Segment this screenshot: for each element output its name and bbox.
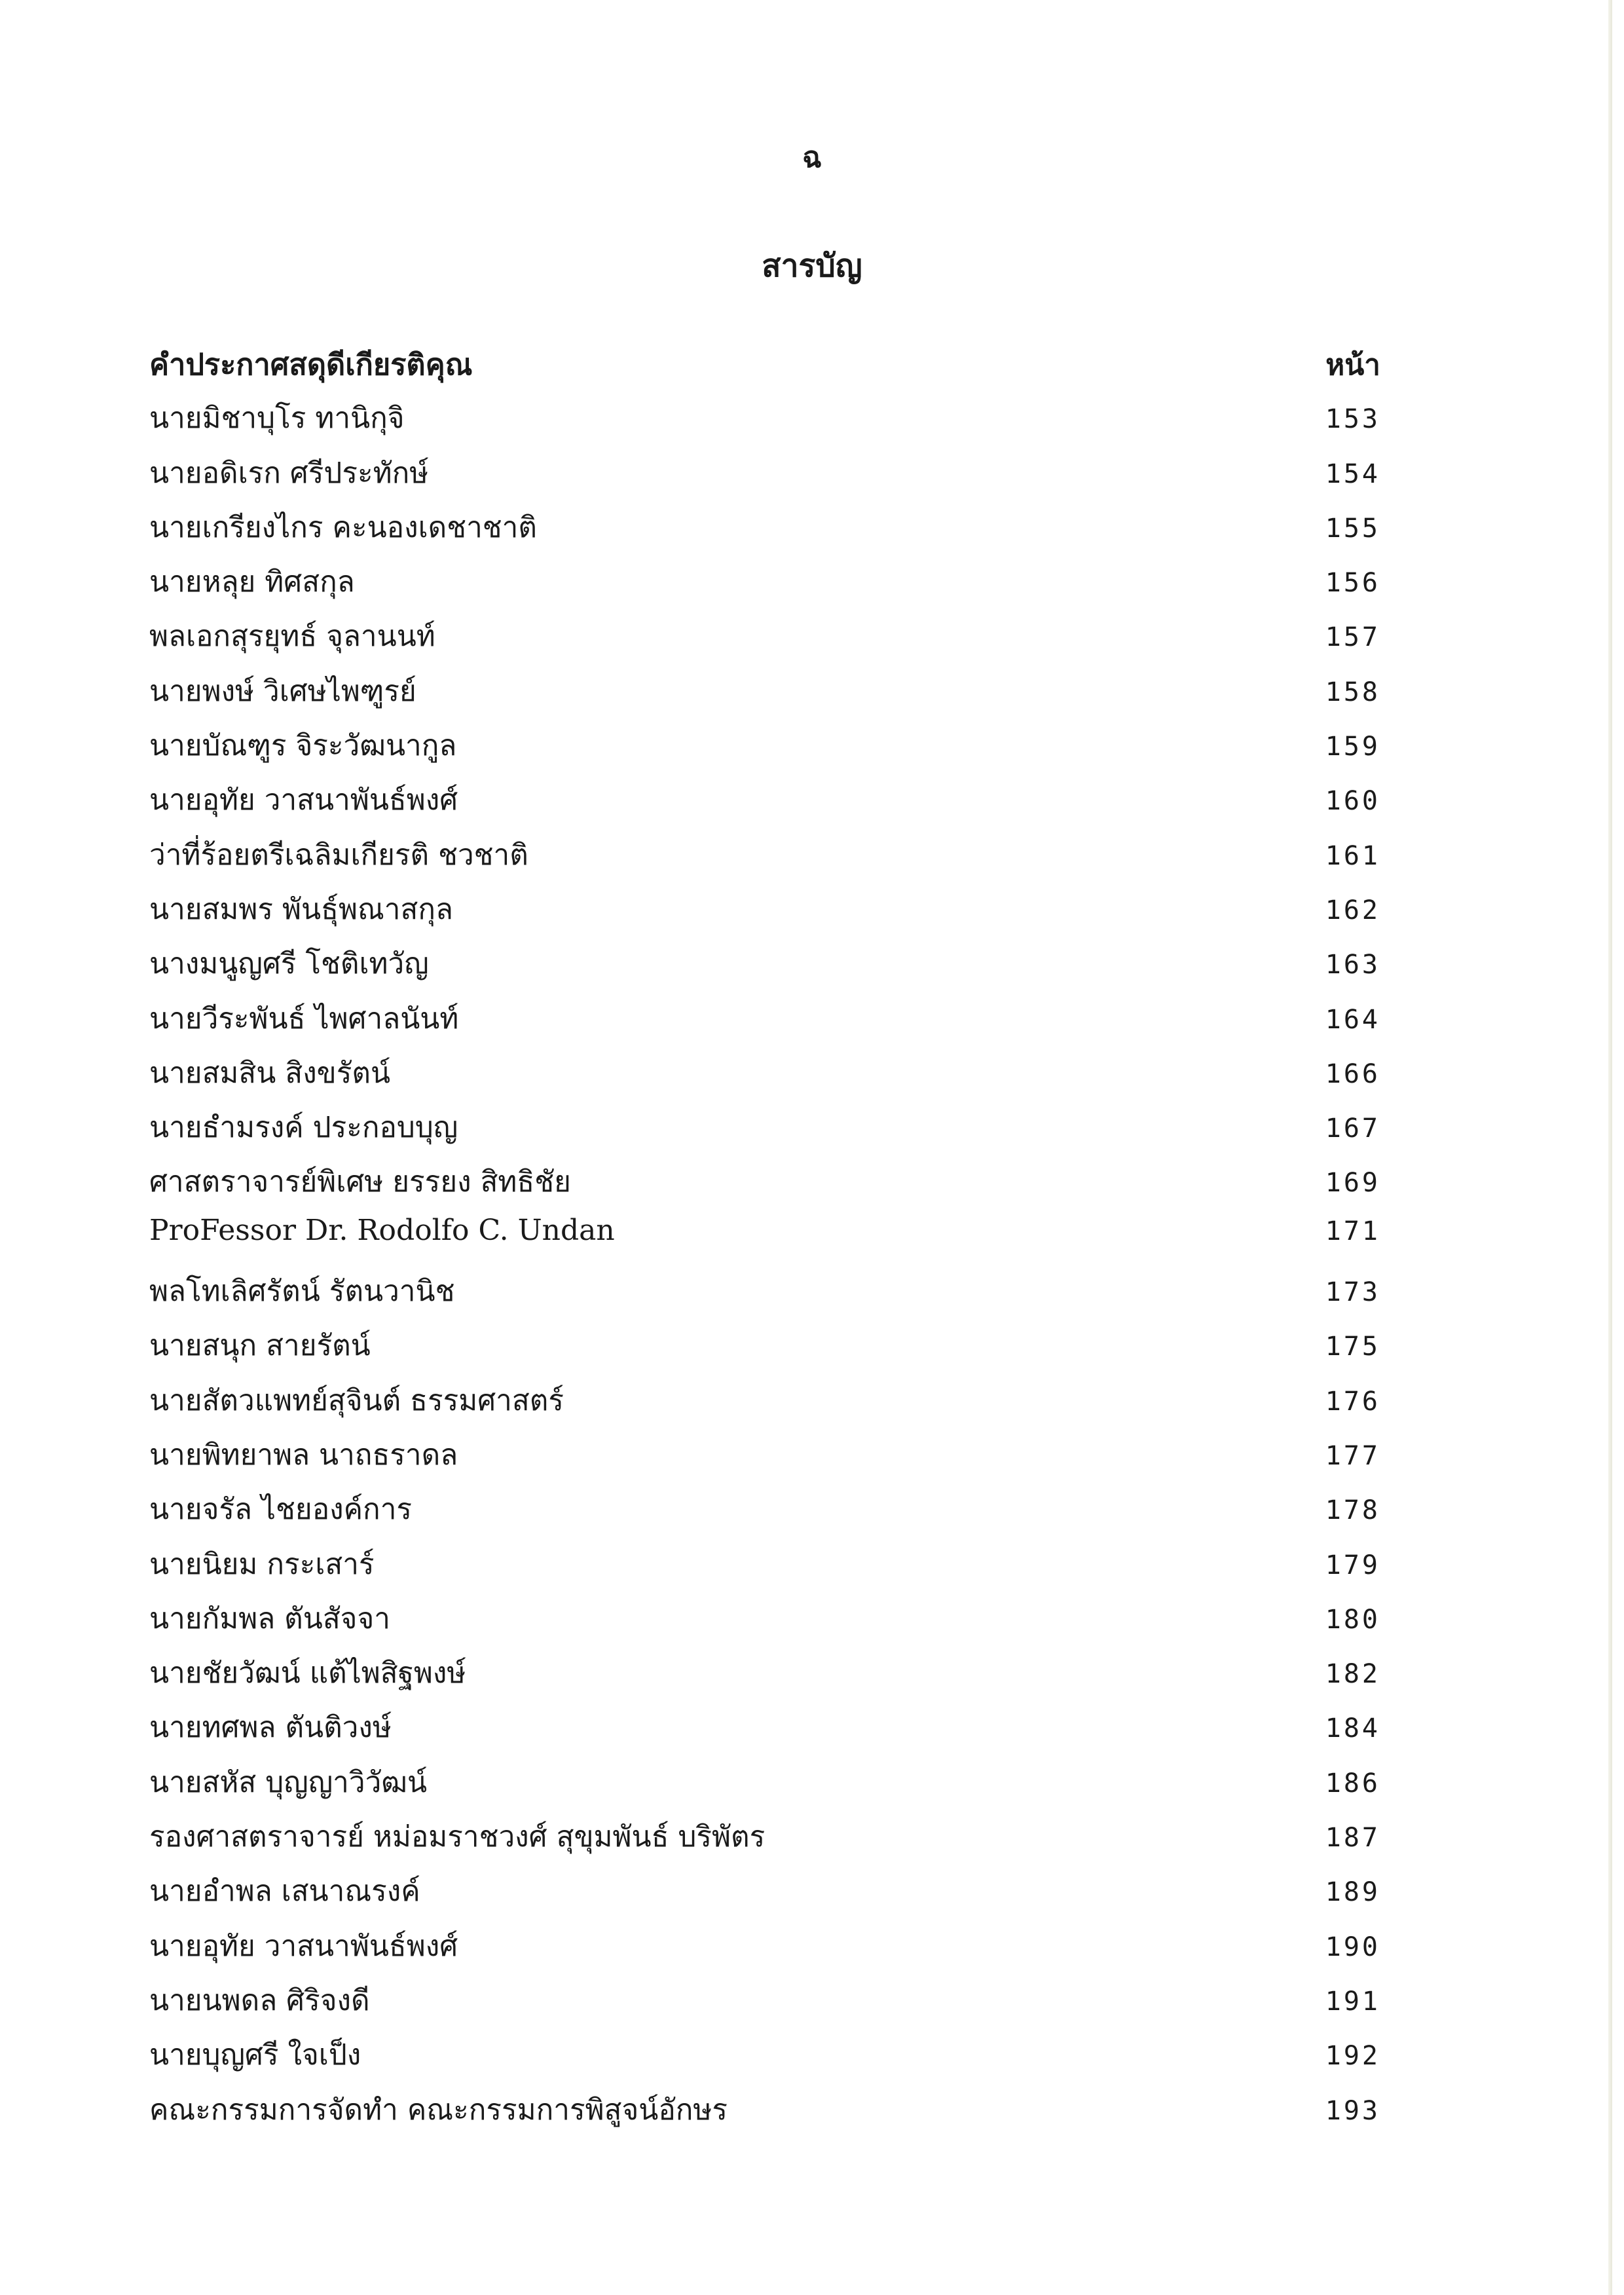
toc-entry <box>149 395 1380 449</box>
toc-entry-page: 178 <box>1325 1495 1380 1526</box>
toc-entry <box>149 450 1380 504</box>
toc-entry <box>149 1486 1380 1540</box>
toc-entry-name: นายบัณฑูร จิระวัฒนากูล <box>149 729 457 763</box>
toc-entry-name: ProFessor Dr. Rodolfo C. Undan <box>149 1213 615 1247</box>
toc-entry <box>149 886 1380 941</box>
page-edge <box>1608 0 1612 2295</box>
toc-entry-page: 164 <box>1325 1004 1380 1035</box>
toc-entry-page: 153 <box>1325 404 1380 435</box>
toc-entry <box>149 559 1380 613</box>
toc-entry-page: 186 <box>1325 1768 1380 1799</box>
toc-entry-name: นายพงษ์ วิเศษไพฑูรย์ <box>149 674 416 708</box>
toc-entry <box>149 2087 1380 2141</box>
toc-entry-page: 167 <box>1325 1113 1380 1144</box>
toc-entry-name: นายอดิเรก ศรีประทักษ์ <box>149 456 429 490</box>
toc-entry-name: นางมนูญศรี โชติเทวัญ <box>149 947 429 981</box>
toc-entry-page: 193 <box>1325 2095 1380 2126</box>
toc-entry-page: 190 <box>1325 1931 1380 1962</box>
toc-entry <box>149 2032 1380 2086</box>
page-number: ฉ <box>802 141 822 174</box>
toc-entry-name: นายบุญศรี ใจเป็ง <box>149 2038 361 2072</box>
toc-entry-page: 160 <box>1325 786 1380 817</box>
table-of-contents <box>149 341 1380 2141</box>
toc-entry-name: ศาสตราจารย์พิเศษ ยรรยง สิทธิชัย <box>149 1165 571 1199</box>
toc-entry <box>149 1868 1380 1922</box>
toc-entry <box>149 1541 1380 1595</box>
toc-entry-page: 182 <box>1325 1659 1380 1690</box>
toc-entry <box>149 1322 1380 1377</box>
toc-entries <box>149 395 1380 2141</box>
toc-entry-page: 175 <box>1325 1332 1380 1362</box>
toc-entry-name: นายสหัส บุญญาวิวัฒน์ <box>149 1765 428 1799</box>
toc-entry <box>149 832 1380 886</box>
toc-entry-name: ว่าที่ร้อยตรีเฉลิมเกียรติ ชวชาติ <box>149 838 528 872</box>
toc-entry <box>149 613 1380 667</box>
toc-entry-name: นายนิยม กระเสาร์ <box>149 1547 375 1581</box>
toc-entry <box>149 1650 1380 1704</box>
toc-entry-page: 169 <box>1325 1168 1380 1199</box>
toc-entry-name: นายจรัล ไชยองค์การ <box>149 1493 413 1527</box>
toc-entry <box>149 1923 1380 1977</box>
toc-entry-page: 161 <box>1325 840 1380 871</box>
toc-entry-name: นายสมสิน สิงขรัตน์ <box>149 1056 391 1090</box>
toc-entry-name: นายชัยวัฒน์ แต้ไพสิฐพงษ์ <box>149 1656 466 1690</box>
toc-entry <box>149 941 1380 995</box>
toc-entry-name: พลโทเลิศรัตน์ รัตนวานิช <box>149 1275 455 1309</box>
toc-entry <box>149 1595 1380 1650</box>
toc-entry-name: นายมิชาบุโร ทานิกุจิ <box>149 401 405 436</box>
toc-entry-name: นายหลุย ทิศสกุล <box>149 565 355 599</box>
toc-entry-name: นายพิทยาพล นาถธราดล <box>149 1438 458 1472</box>
toc-entry <box>149 1159 1380 1213</box>
toc-entry <box>149 1814 1380 1868</box>
toc-entry-page: 176 <box>1325 1386 1380 1417</box>
page-title: สารบัญ <box>762 248 862 284</box>
toc-entry <box>149 504 1380 559</box>
toc-entry-name: นายเกรียงไกร คะนองเดชาชาติ <box>149 510 537 544</box>
toc-entry-page: 171 <box>1325 1216 1380 1246</box>
toc-entry-page: 187 <box>1325 1823 1380 1854</box>
toc-entry-name: นายนพดล ศิริจงดี <box>149 1983 370 2017</box>
toc-entry <box>149 1214 1380 1268</box>
toc-entry <box>149 1704 1380 1759</box>
toc-entry-name: นายอุทัย วาสนาพันธ์พงศ์ <box>149 1929 458 1963</box>
toc-entry <box>149 1377 1380 1432</box>
toc-entry-page: 179 <box>1325 1550 1380 1580</box>
toc-page-column-label: หน้า <box>1325 348 1380 382</box>
toc-entry <box>149 996 1380 1050</box>
toc-entry-page: 180 <box>1325 1604 1380 1635</box>
toc-header <box>149 341 1380 395</box>
toc-entry <box>149 1104 1380 1159</box>
toc-entry-name: รองศาสตราจารย์ หม่อมราชวงศ์ สุขุมพันธ์ บริพัตร <box>149 1820 766 1854</box>
toc-entry-name: พลเอกสุรยุทธ์ จุลานนท์ <box>149 620 435 654</box>
toc-entry <box>149 1759 1380 1814</box>
toc-entry-name: นายสนุก สายรัตน์ <box>149 1329 371 1363</box>
toc-entry-page: 191 <box>1325 1986 1380 2017</box>
toc-entry-name: นายอำพล เสนาณรงค์ <box>149 1875 420 1909</box>
toc-entry-name: นายทศพล ตันติวงษ์ <box>149 1711 392 1745</box>
toc-entry <box>149 722 1380 777</box>
toc-entry-page: 154 <box>1325 458 1380 489</box>
toc-entry-name: คณะกรรมการจัดทำ คณะกรรมการพิสูจน์อักษร <box>149 2093 728 2127</box>
toc-entry-name: นายอุทัย วาสนาพันธ์พงศ์ <box>149 783 458 817</box>
toc-entry-page: 192 <box>1325 2041 1380 2072</box>
toc-entry-page: 189 <box>1325 1877 1380 1908</box>
toc-entry <box>149 777 1380 831</box>
toc-entry-name: นายวีระพันธ์ ไพศาลนันท์ <box>149 1001 459 1036</box>
toc-entry <box>149 1050 1380 1104</box>
toc-entry <box>149 1977 1380 2032</box>
toc-entry-page: 158 <box>1325 677 1380 707</box>
toc-entry-page: 177 <box>1325 1440 1380 1471</box>
toc-entry-page: 162 <box>1325 895 1380 925</box>
toc-section-heading: คำประกาศสดุดีเกียรติคุณ <box>149 347 473 382</box>
toc-entry-name: นายสมพร พันธุ์พณาสกุล <box>149 892 453 926</box>
toc-entry <box>149 668 1380 722</box>
toc-entry-name: นายสัตวแพทย์สุจินต์ ธรรมศาสตร์ <box>149 1383 564 1417</box>
toc-entry-page: 184 <box>1325 1713 1380 1744</box>
toc-entry-page: 166 <box>1325 1058 1380 1089</box>
toc-entry-page: 173 <box>1325 1277 1380 1308</box>
toc-entry-page: 159 <box>1325 732 1380 762</box>
toc-entry-name: นายกัมพล ตันสัจจา <box>149 1601 390 1635</box>
toc-entry-page: 155 <box>1325 513 1380 544</box>
toc-entry-page: 156 <box>1325 568 1380 599</box>
toc-entry-page: 157 <box>1325 622 1380 653</box>
toc-entry <box>149 1432 1380 1486</box>
toc-entry <box>149 1268 1380 1322</box>
toc-entry-page: 163 <box>1325 950 1380 980</box>
toc-entry-name: นายธำมรงค์ ประกอบบุญ <box>149 1111 458 1145</box>
